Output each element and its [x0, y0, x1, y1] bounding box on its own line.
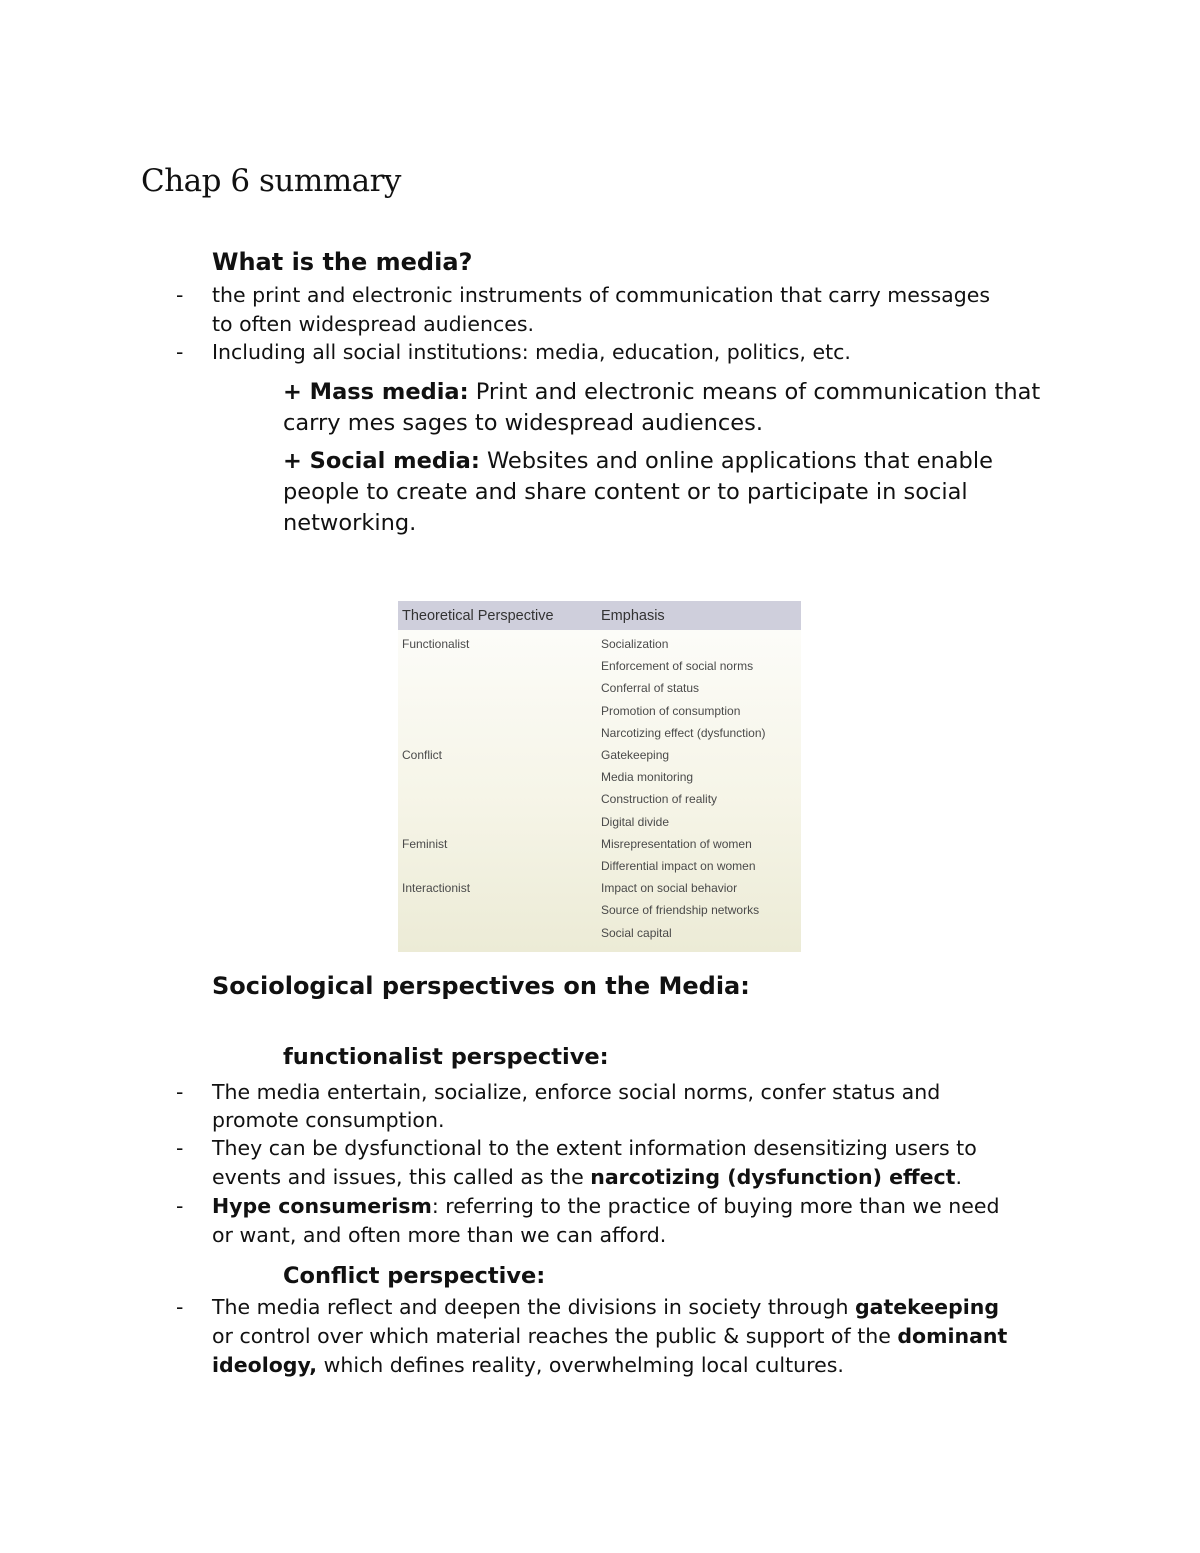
- table-header-perspective: Theoretical Perspective: [402, 608, 554, 624]
- bullet-dash: -: [176, 283, 184, 307]
- bold-term-hype-consumerism: Hype consumerism: [212, 1194, 432, 1218]
- bullet-text: to often widespread audiences.: [212, 312, 535, 336]
- perspectives-table: [398, 601, 801, 952]
- table-cell-emphasis: Digital divide: [601, 814, 670, 829]
- bold-term-dominant: dominant: [897, 1324, 1008, 1348]
- bullet-text: promote consumption.: [212, 1108, 445, 1132]
- table-cell-emphasis: Gatekeeping: [601, 748, 670, 762]
- table-cell-emphasis: Narcotizing effect (dysfunction): [601, 725, 766, 740]
- section-heading-sociological-perspectives: Sociological perspectives on the Media:: [212, 972, 750, 1000]
- bullet-dash: -: [176, 1194, 184, 1218]
- bullet-dash: -: [176, 1136, 184, 1160]
- bullet-text: [212, 1322, 1007, 1351]
- table-header: [398, 601, 801, 630]
- bullet-text-part: .: [955, 1165, 962, 1189]
- table-cell-emphasis: Source of friendship networks: [601, 903, 760, 918]
- subheading-functionalist: functionalist perspective:: [283, 1044, 609, 1070]
- bullet-text: or want, and often more than we can afford.: [212, 1223, 667, 1247]
- table-header-emphasis: Emphasis: [601, 608, 665, 624]
- bullet-text: The media entertain, socialize, enforce social norms, confer status and: [212, 1080, 941, 1104]
- definition-term: + Mass media:: [283, 379, 469, 405]
- bullet-text: They can be dysfunctional to the extent information desensitizing users to: [212, 1136, 977, 1160]
- definition-text: Print and electronic means of communication that carry mes sages to widespread audiences.: [283, 379, 1041, 436]
- bullet-dash: -: [176, 1295, 184, 1319]
- bullet-text-part: The media reflect and deepen the divisions in society through: [212, 1295, 855, 1319]
- bullet-dash: -: [176, 340, 184, 364]
- table-cell-emphasis: Construction of reality: [601, 792, 718, 807]
- bullet-text: the print and electronic instruments of communication that carry messages: [212, 283, 991, 307]
- table-cell-perspective: Functionalist: [402, 637, 470, 651]
- table-cell-emphasis: Media monitoring: [601, 770, 694, 785]
- definition-social-media: [283, 446, 1043, 539]
- subheading-conflict: Conflict perspective:: [283, 1263, 546, 1289]
- bullet-text-part: events and issues, this called as the: [212, 1165, 591, 1189]
- table-cell-emphasis: Socialization: [601, 637, 669, 651]
- bullet-dash: -: [176, 1080, 184, 1104]
- table-cell-emphasis: Promotion of consumption: [601, 703, 741, 718]
- bullet-text-part: which defines reality, overwhelming local cultures.: [317, 1353, 844, 1377]
- table-cell-emphasis: Impact on social behavior: [601, 881, 738, 896]
- definition-mass-media: [283, 377, 1043, 439]
- bullet-text: [212, 1192, 1000, 1221]
- section-heading-what-is-media: What is the media?: [212, 248, 473, 276]
- page-title: Chap 6 summary: [141, 163, 401, 199]
- table-cell-perspective: Interactionist: [402, 881, 471, 896]
- bold-term-ideology: ideology,: [212, 1353, 318, 1377]
- table-cell-emphasis: Differential impact on women: [601, 859, 756, 873]
- table-cell-perspective: Conflict: [402, 748, 443, 762]
- bullet-text: [212, 1293, 999, 1322]
- definition-text: Websites and online applications that enable people to create and share content or to participate in social networking.: [283, 448, 993, 536]
- bullet-text-part: : referring to the practice of buying more than we need: [431, 1194, 1000, 1218]
- table-cell-emphasis: Misrepresentation of women: [601, 836, 752, 851]
- table-cell-emphasis: Conferral of status: [601, 681, 700, 696]
- bold-term-narcotizing: narcotizing (dysfunction) effect: [590, 1165, 956, 1189]
- table-cell-emphasis: Social capital: [601, 925, 672, 940]
- definition-term: + Social media:: [283, 448, 480, 474]
- table-cell-emphasis: Enforcement of social norms: [601, 659, 754, 674]
- bullet-text: [212, 1163, 962, 1192]
- bullet-text: [212, 1351, 844, 1380]
- table-cell-perspective: Feminist: [402, 836, 448, 851]
- bullet-text-part: or control over which material reaches the public & support of the: [212, 1324, 898, 1348]
- bullet-text: Including all social institutions: media, education, politics, etc.: [212, 340, 851, 364]
- bold-term-gatekeeping: gatekeeping: [854, 1295, 1000, 1319]
